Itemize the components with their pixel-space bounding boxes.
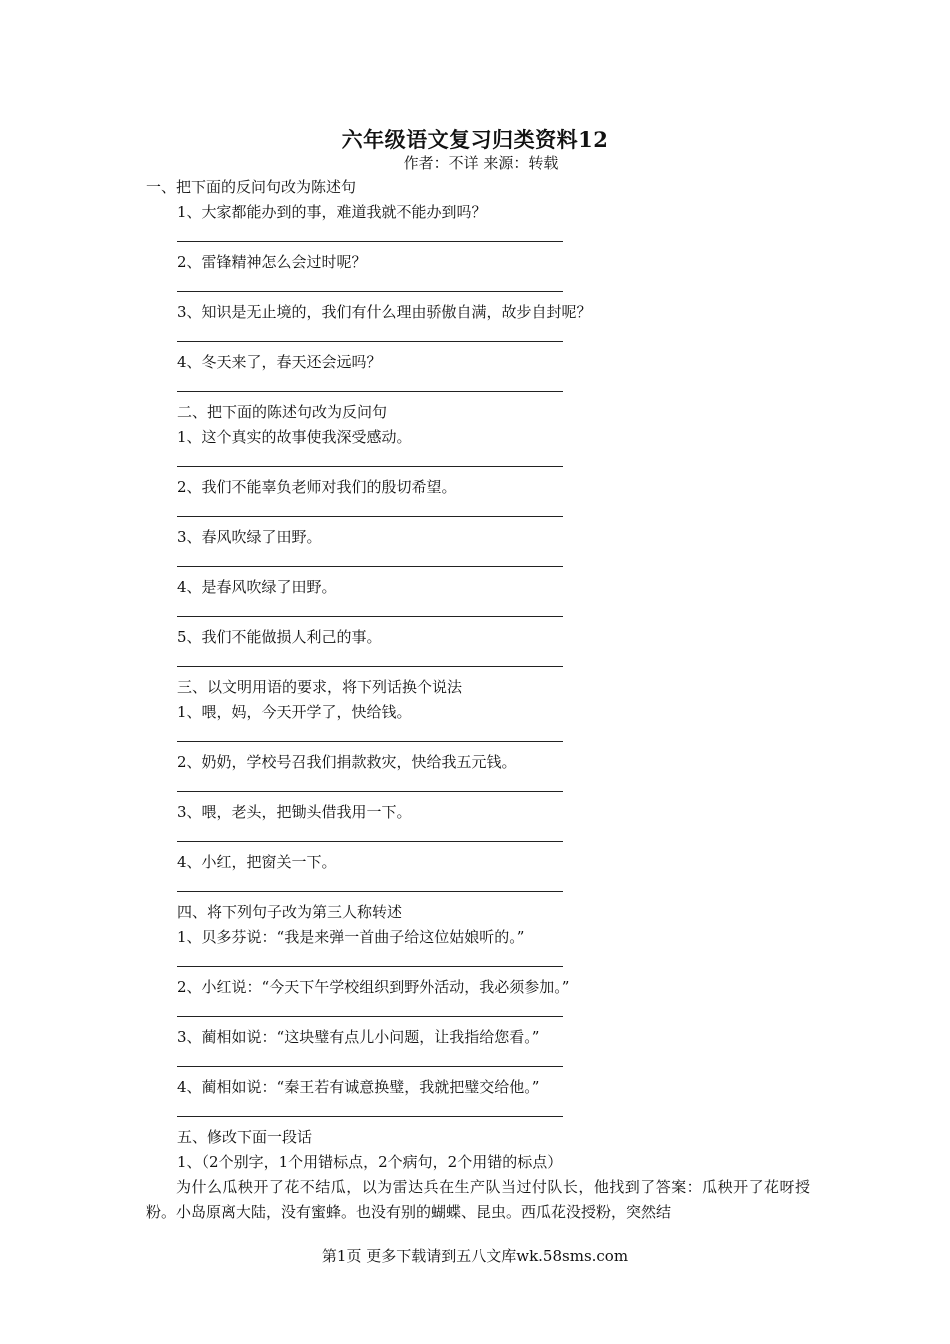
answer-line[interactable] <box>0 325 950 350</box>
section-4-heading: 四、将下列句子改为第三人称转述 <box>177 903 403 921</box>
paragraph-to-revise: 为什么瓜秧开了花不结瓜，以为雷达兵在生产队当过付队长，他找到了答案：瓜秧开了花呀授粉。小岛原离大陆，没有蜜蜂。也没有别的蝴蝶、昆虫。西瓜花没授粉，突然结 <box>146 1178 810 1221</box>
answer-rule <box>177 466 563 467</box>
answer-line[interactable] <box>0 375 950 400</box>
answer-line[interactable] <box>0 775 950 800</box>
question: 4、蔺相如说：“秦王若有诚意换璧，我就把璧交给他。” <box>177 1078 540 1096</box>
answer-rule <box>177 666 563 667</box>
answer-rule <box>177 291 563 292</box>
document-title: 六年级语文复习归类资料12 <box>341 127 609 152</box>
answer-rule <box>177 891 563 892</box>
section-1-heading: 一、把下面的反问句改为陈述句 <box>146 178 357 196</box>
answer-line[interactable] <box>0 1000 950 1025</box>
section-3-heading: 三、以文明用语的要求，将下列话换个说法 <box>177 678 463 696</box>
answer-line[interactable] <box>0 275 950 300</box>
question: 1、大家都能办到的事，难道我就不能办到吗？ <box>177 203 487 221</box>
question: 2、奶奶，学校号召我们捐款救灾，快给我五元钱。 <box>177 753 517 771</box>
question: 5、我们不能做损人利己的事。 <box>177 628 382 646</box>
answer-rule <box>177 1116 563 1117</box>
section-5-heading: 五、修改下面一段话 <box>177 1128 313 1146</box>
answer-rule <box>177 741 563 742</box>
answer-line[interactable] <box>0 1050 950 1075</box>
answer-line[interactable] <box>0 550 950 575</box>
answer-line[interactable] <box>0 950 950 975</box>
answer-line[interactable] <box>0 450 950 475</box>
answer-line[interactable] <box>0 225 950 250</box>
question: 2、雷锋精神怎么会过时呢？ <box>177 253 367 271</box>
answer-rule <box>177 841 563 842</box>
question: 1、这个真实的故事使我深受感动。 <box>177 428 412 446</box>
question: 3、春风吹绿了田野。 <box>177 528 322 546</box>
answer-line[interactable] <box>0 650 950 675</box>
question: 3、蔺相如说：“这块璧有点儿小问题，让我指给您看。” <box>177 1028 540 1046</box>
answer-rule <box>177 341 563 342</box>
question: 1、喂，妈，今天开学了，快给钱。 <box>177 703 412 721</box>
document-body <box>0 175 950 1225</box>
page-footer: 第1页 更多下载请到五八文库wk.58sms.com <box>321 1247 629 1265</box>
answer-rule <box>177 966 563 967</box>
answer-rule <box>177 1016 563 1017</box>
answer-rule <box>177 791 563 792</box>
answer-line[interactable] <box>0 825 950 850</box>
question: 2、我们不能辜负老师对我们的殷切希望。 <box>177 478 457 496</box>
answer-rule <box>177 616 563 617</box>
answer-line[interactable] <box>0 500 950 525</box>
question: 4、小红，把窗关一下。 <box>177 853 337 871</box>
document-byline: 作者：不详 来源：转载 <box>403 154 559 172</box>
question: 3、喂，老头，把锄头借我用一下。 <box>177 803 412 821</box>
question: 4、冬天来了，春天还会远吗？ <box>177 353 382 371</box>
question: 2、小红说：“今天下午学校组织到野外活动，我必须参加。” <box>177 978 570 996</box>
answer-rule <box>177 1066 563 1067</box>
section-2-heading: 二、把下面的陈述句改为反问句 <box>177 403 388 421</box>
question: 4、是春风吹绿了田野。 <box>177 578 337 596</box>
answer-line[interactable] <box>0 600 950 625</box>
answer-rule <box>177 241 563 242</box>
question: 1、（2个别字，1个用错标点，2个病句，2个用错的标点） <box>177 1153 563 1171</box>
answer-line[interactable] <box>0 875 950 900</box>
answer-line[interactable] <box>0 1100 950 1125</box>
answer-rule <box>177 516 563 517</box>
question: 3、知识是无止境的，我们有什么理由骄傲自满，故步自封呢？ <box>177 303 592 321</box>
answer-line[interactable] <box>0 725 950 750</box>
answer-rule <box>177 391 563 392</box>
question: 1、贝多芬说：“我是来弹一首曲子给这位姑娘听的。” <box>177 928 525 946</box>
answer-rule <box>177 566 563 567</box>
